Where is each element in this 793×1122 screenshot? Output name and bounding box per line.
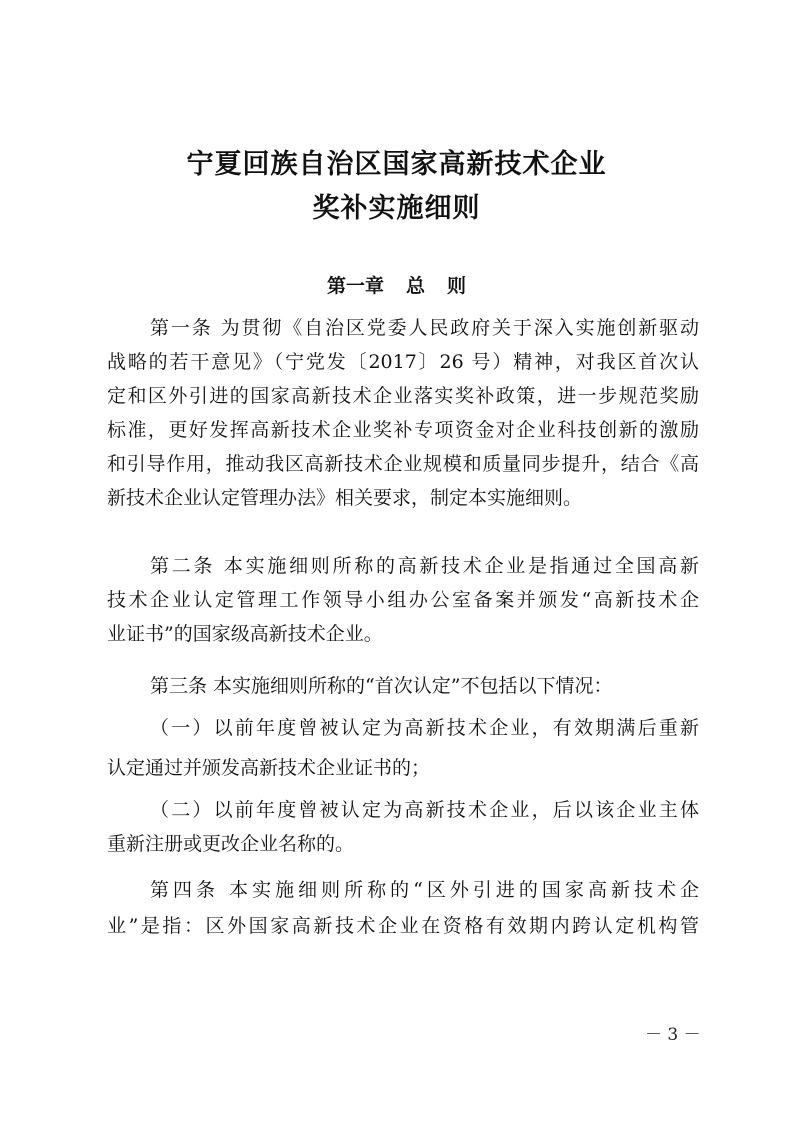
article-1-line-1: 第一条 为贯彻《自治区党委人民政府关于深入实施创新驱动 bbox=[150, 317, 699, 339]
document-title-line-2: 奖补实施细则 bbox=[312, 193, 481, 224]
article-1-line-3: 定和区外引进的国家高新技术企业落实奖补政策，进一步规范奖励 bbox=[107, 385, 699, 407]
article-4-line-1: 第四条 本实施细则所称的“区外引进的国家高新技术企 bbox=[150, 879, 699, 901]
article-1-line-4: 标准，更好发挥高新技术企业奖补专项资金对企业科技创新的激励 bbox=[107, 419, 699, 441]
article-1-line-6: 新技术企业认定管理办法》相关要求，制定本实施细则。 bbox=[107, 487, 583, 509]
page-number: － 3 － bbox=[645, 1025, 701, 1045]
chapter-heading bbox=[0, 271, 793, 298]
chapter-title-part-1: 总 bbox=[405, 275, 425, 297]
article-4-line-2: 业”是指：区外国家高新技术企业在资格有效期内跨认定机构管 bbox=[107, 915, 699, 937]
article-3-line-1: 第三条 本实施细则所称的“首次认定”不包括以下情况： bbox=[150, 675, 613, 697]
article-2-line-1: 第二条 本实施细则所称的高新技术企业是指通过全国高新 bbox=[150, 555, 699, 577]
article-3-item-2-line-1: （二）以前年度曾被认定为高新技术企业，后以该企业主体 bbox=[150, 799, 699, 821]
article-2-line-2: 技术企业认定管理工作领导小组办公室备案并颁发“高新技术企 bbox=[107, 589, 699, 611]
article-1-line-5: 和引导作用，推动我区高新技术企业规模和质量同步提升，结合《高 bbox=[107, 453, 699, 475]
article-3-item-1-line-1: （一）以前年度曾被认定为高新技术企业，有效期满后重新 bbox=[150, 717, 699, 739]
article-1-line-2: 战略的若干意见》（宁党发〔2017〕26 号）精神，对我区首次认 bbox=[107, 351, 699, 373]
article-2-line-3: 业证书”的国家级高新技术企业。 bbox=[107, 623, 383, 645]
article-3-item-2-line-2: 重新注册或更改企业名称的。 bbox=[107, 833, 355, 855]
chapter-title-part-2: 则 bbox=[447, 275, 467, 297]
article-3-item-1-line-2: 认定通过并颁发高新技术企业证书的； bbox=[107, 757, 431, 779]
chapter-number: 第一章 bbox=[326, 275, 384, 297]
document-title-line-1: 宁夏回族自治区国家高新技术企业 bbox=[186, 149, 607, 180]
